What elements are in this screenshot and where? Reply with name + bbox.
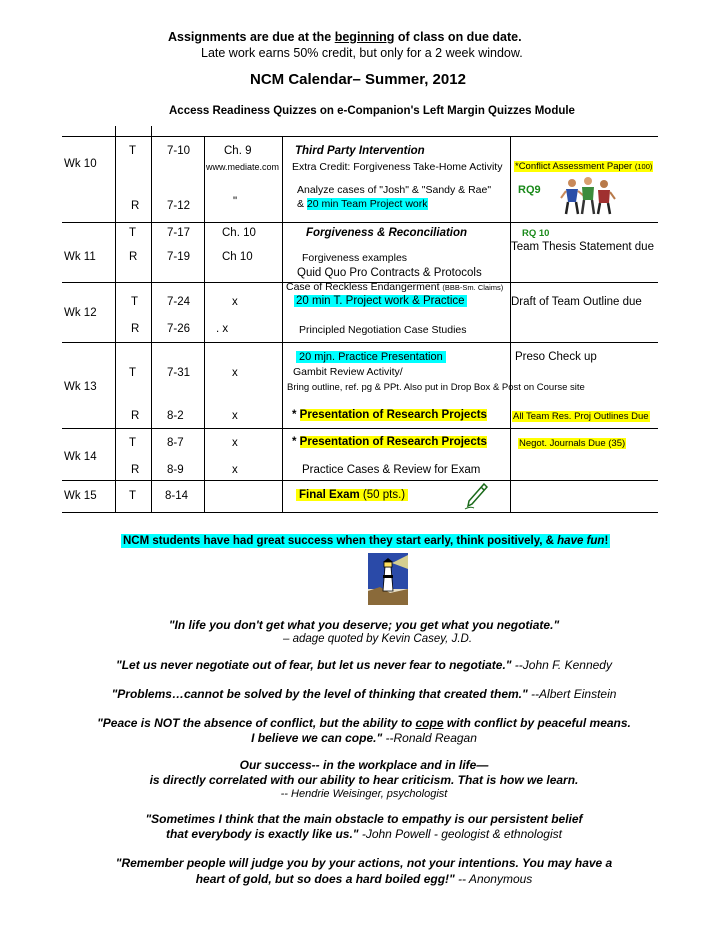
topic-cell: * Presentation of Research Projects: [292, 436, 487, 448]
day-cell: R: [131, 323, 140, 335]
quiz-due-cell: RQ 10: [522, 228, 550, 239]
final-exam-cell: Final Exam (50 pts.): [296, 489, 408, 501]
topic-cell: Third Party Intervention: [295, 145, 425, 157]
chapter-cell: x: [232, 464, 238, 476]
quote-attribution: – adage quoted by Kevin Casey, J.D.: [283, 633, 473, 645]
day-cell: R: [129, 251, 138, 263]
week-label: Wk 11: [64, 251, 96, 263]
due-date-notice: Assignments are due at the beginning of class on due date.: [168, 30, 522, 44]
due-cell: All Team Res. Proj Outlines Due: [513, 411, 649, 422]
topic-cell: * Presentation of Research Projects: [292, 409, 487, 421]
topic-cell: 20 min T. Project work & Practice: [296, 295, 465, 307]
date-cell: 7-24: [167, 296, 191, 308]
quote-line: "Remember people will judge you by your actions, not your intentions. You may have a: [115, 856, 613, 870]
topic-cell: Quid Quo Pro Contracts & Protocols: [297, 267, 482, 279]
quote-line: "In life you don't get what you deserve; you get what you negotiate.": [168, 618, 560, 632]
mediate-link[interactable]: www.mediate.com: [206, 162, 280, 172]
date-cell: 7-31: [167, 367, 191, 379]
topic-cell: Gambit Review Activity/: [293, 366, 403, 378]
day-cell: T: [129, 227, 137, 239]
due-cell: *Conflict Assessment Paper (100): [515, 161, 653, 172]
page-title: NCM Calendar– Summer, 2012: [250, 71, 466, 88]
quiz-subtitle: Access Readiness Quizzes on e-Companion's Left Margin Quizzes Module: [169, 105, 575, 117]
quote-line: I believe we can cope." --Ronald Reagan: [251, 731, 477, 745]
date-cell: 7-17: [167, 227, 191, 239]
topic-cell: & 20 min Team Project work: [297, 198, 428, 210]
chapter-cell: x: [232, 410, 238, 422]
day-cell: T: [129, 490, 137, 502]
late-work-notice: Late work earns 50% credit, but only for a 2 week window.: [201, 46, 523, 60]
topic-cell: Principled Negotiation Case Studies: [299, 324, 467, 336]
chapter-cell: Ch 10: [222, 251, 253, 263]
date-cell: 8-14: [165, 490, 189, 502]
topic-cell: Forgiveness & Reconciliation: [306, 227, 468, 239]
week-label: Wk 14: [64, 451, 97, 463]
quote-line: "Let us never negotiate out of fear, but let us never fear to negotiate." --John F. Kennedy: [116, 658, 612, 672]
chapter-cell: . x: [216, 323, 229, 335]
success-banner: NCM students have had great success when they start early, think positively, & have fun!: [123, 535, 609, 547]
topic-cell: Forgiveness examples: [302, 252, 408, 264]
topic-cell: Analyze cases of "Josh" & "Sandy & Rae": [297, 184, 492, 196]
due-cell: Draft of Team Outline due: [511, 296, 642, 308]
week-label: Wk 15: [64, 490, 97, 502]
due-cell: Negot. Journals Due (35): [519, 438, 626, 449]
chapter-cell: x: [232, 437, 238, 449]
due-cell: Preso Check up: [515, 351, 597, 363]
people-clipart-icon: [560, 176, 616, 216]
topic-cell: Bring outline, ref. pg & PPt. Also put in Drop Box & Post on Course site: [287, 382, 585, 393]
quote-attribution: -- Hendrie Weisinger, psychologist: [280, 788, 448, 800]
day-cell: T: [129, 437, 137, 449]
topic-cell: Case of Reckless Endangerment (BBB-Sm. Claims): [286, 281, 504, 293]
quote-line: "Peace is NOT the absence of conflict, but the ability to cope with conflict by peaceful means.: [97, 716, 631, 730]
date-cell: 8-9: [167, 464, 184, 476]
topic-cell: Practice Cases & Review for Exam: [302, 464, 481, 476]
day-cell: R: [131, 464, 140, 476]
quote-line: is directly correlated with our ability to hear criticism. That is how we learn.: [149, 773, 579, 787]
lighthouse-icon: [368, 553, 408, 605]
quote-line: "Problems…cannot be solved by the level of thinking that created them." --Albert Einstein: [111, 687, 617, 701]
quote-line: heart of gold, but so does a hard boiled egg!" -- Anonymous: [195, 872, 533, 886]
chapter-cell: x: [232, 367, 238, 379]
week-label: Wk 13: [64, 381, 97, 393]
pen-icon: [464, 482, 488, 510]
day-cell: R: [131, 410, 140, 422]
date-cell: 7-12: [167, 200, 191, 212]
date-cell: 8-2: [167, 410, 184, 422]
quote-line: "Sometimes I think that the main obstacle to empathy is our persistent belief: [145, 812, 583, 826]
chapter-cell: Ch. 10: [222, 227, 256, 239]
week-label: Wk 10: [64, 158, 97, 170]
topic-cell: 20 mjn. Practice Presentation: [296, 351, 446, 363]
date-cell: 7-19: [167, 251, 191, 263]
quote-line: that everybody is exactly like us." -John Powell - geologist & ethnologist: [166, 827, 562, 841]
day-cell: T: [129, 367, 137, 379]
chapter-cell: ": [233, 196, 238, 208]
quiz-due-cell: RQ9: [518, 184, 541, 196]
day-cell: R: [131, 200, 140, 212]
date-cell: 8-7: [167, 437, 184, 449]
date-cell: 7-10: [167, 145, 191, 157]
date-cell: 7-26: [167, 323, 191, 335]
due-cell: Team Thesis Statement due: [511, 241, 654, 253]
chapter-cell: x: [232, 296, 238, 308]
chapter-cell: Ch. 9: [224, 145, 252, 157]
extra-credit-cell: Extra Credit: Forgiveness Take-Home Activity: [292, 161, 503, 173]
quote-line: Our success-- in the workplace and in life—: [239, 758, 489, 772]
week-label: Wk 12: [64, 307, 97, 319]
day-cell: T: [129, 145, 137, 157]
day-cell: T: [131, 296, 139, 308]
